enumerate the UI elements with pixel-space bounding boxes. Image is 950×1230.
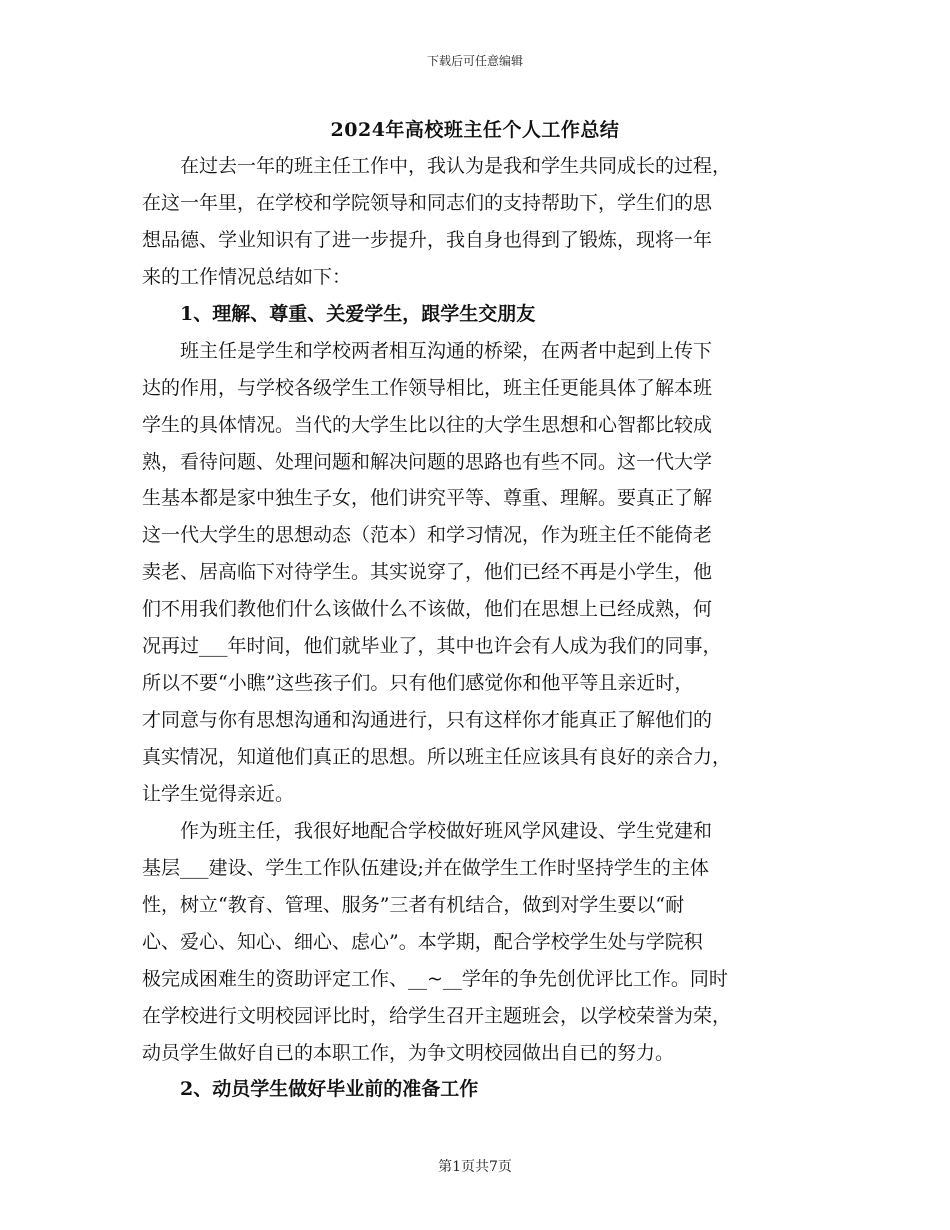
body-line: 班主任是学生和学校两者相互沟通的桥梁，在两者中起到上传下 xyxy=(142,339,713,362)
body-line: 让学生觉得亲近。 xyxy=(142,782,295,805)
body-line: 在这一年里，在学校和学院领导和同志们的支持帮助下，学生们的思 xyxy=(142,191,713,214)
body-line: 况再过___年时间，他们就毕业了，其中也许会有人成为我们的同事， xyxy=(142,635,722,658)
document-title: 2024年高校班主任个人工作总结 xyxy=(330,119,620,141)
body-line: 真实情况，知道他们真正的思想。所以班主任应该具有良好的亲合力， xyxy=(142,746,732,768)
body-line: 所以不要“小瞧”这些孩子们。只有他们感觉你和他平等且亲近时， xyxy=(142,672,694,695)
body-line: 极完成困难生的资助评定工作、__~__学年的争先创优评比工作。同时 xyxy=(142,967,728,990)
body-line: 这一代大学生的思想动态（范本）和学习情况，作为班主任不能倚老 xyxy=(142,524,713,547)
body-line: 学生的具体情况。当代的大学生比以往的大学生思想和心智都比较成 xyxy=(142,413,713,436)
body-line: 心、爱心、知心、细心、虑心”。本学期，配合学校学生处与学院积 xyxy=(142,930,703,953)
body-line: 熟，看待问题、处理问题和解决问题的思路也有些不同。这一代大学 xyxy=(142,450,713,473)
body-line: 来的工作情况总结如下： xyxy=(142,265,352,288)
body-line: 生基本都是家中独生子女，他们讲究平等、尊重、理解。要真正了解 xyxy=(142,487,713,510)
body-line: 在学校进行文明校园评比时，给学生召开主题班会，以学校荣誉为荣， xyxy=(142,1004,732,1027)
body-line: 们不用我们教他们什么该做什么不该做，他们在思想上已经成熟，何 xyxy=(142,598,713,621)
section-heading-2: 2、动员学生做好毕业前的准备工作 xyxy=(142,1078,479,1101)
body-line: 性，树立“教育、管理、服务”三者有机结合，做到对学生要以“耐 xyxy=(142,893,685,916)
body-line: 卖老、居高临下对待学生。其实说穿了，他们已经不再是小学生，他 xyxy=(142,561,713,584)
body-line: 达的作用，与学校各级学生工作领导相比，班主任更能具体了解本班 xyxy=(142,376,713,399)
body-line: 作为班主任，我很好地配合学校做好班风学风建设、学生党建和 xyxy=(142,819,713,842)
document-body xyxy=(142,148,810,1108)
body-line: 在过去一年的班主任工作中，我认为是我和学生共同成长的过程， xyxy=(142,155,732,177)
section-heading-1: 1、理解、尊重、关爱学生，跟学生交朋友 xyxy=(142,302,536,325)
body-line: 想品德、学业知识有了进一步提升，我自身也得到了锻炼，现将一年 xyxy=(142,228,713,251)
body-lines xyxy=(142,148,810,1108)
header-note: 下载后可任意编辑 xyxy=(426,54,523,68)
body-line: 基层___建设、学生工作队伍建设;并在做学生工作时坚持学生的主体 xyxy=(142,856,709,879)
body-line: 动员学生做好自已的本职工作，为争文明校园做出自已的努力。 xyxy=(142,1041,675,1064)
page-number: 第1页共7页 xyxy=(438,1159,512,1175)
body-line: 才同意与你有思想沟通和沟通进行，只有这样你才能真正了解他们的 xyxy=(142,709,713,732)
